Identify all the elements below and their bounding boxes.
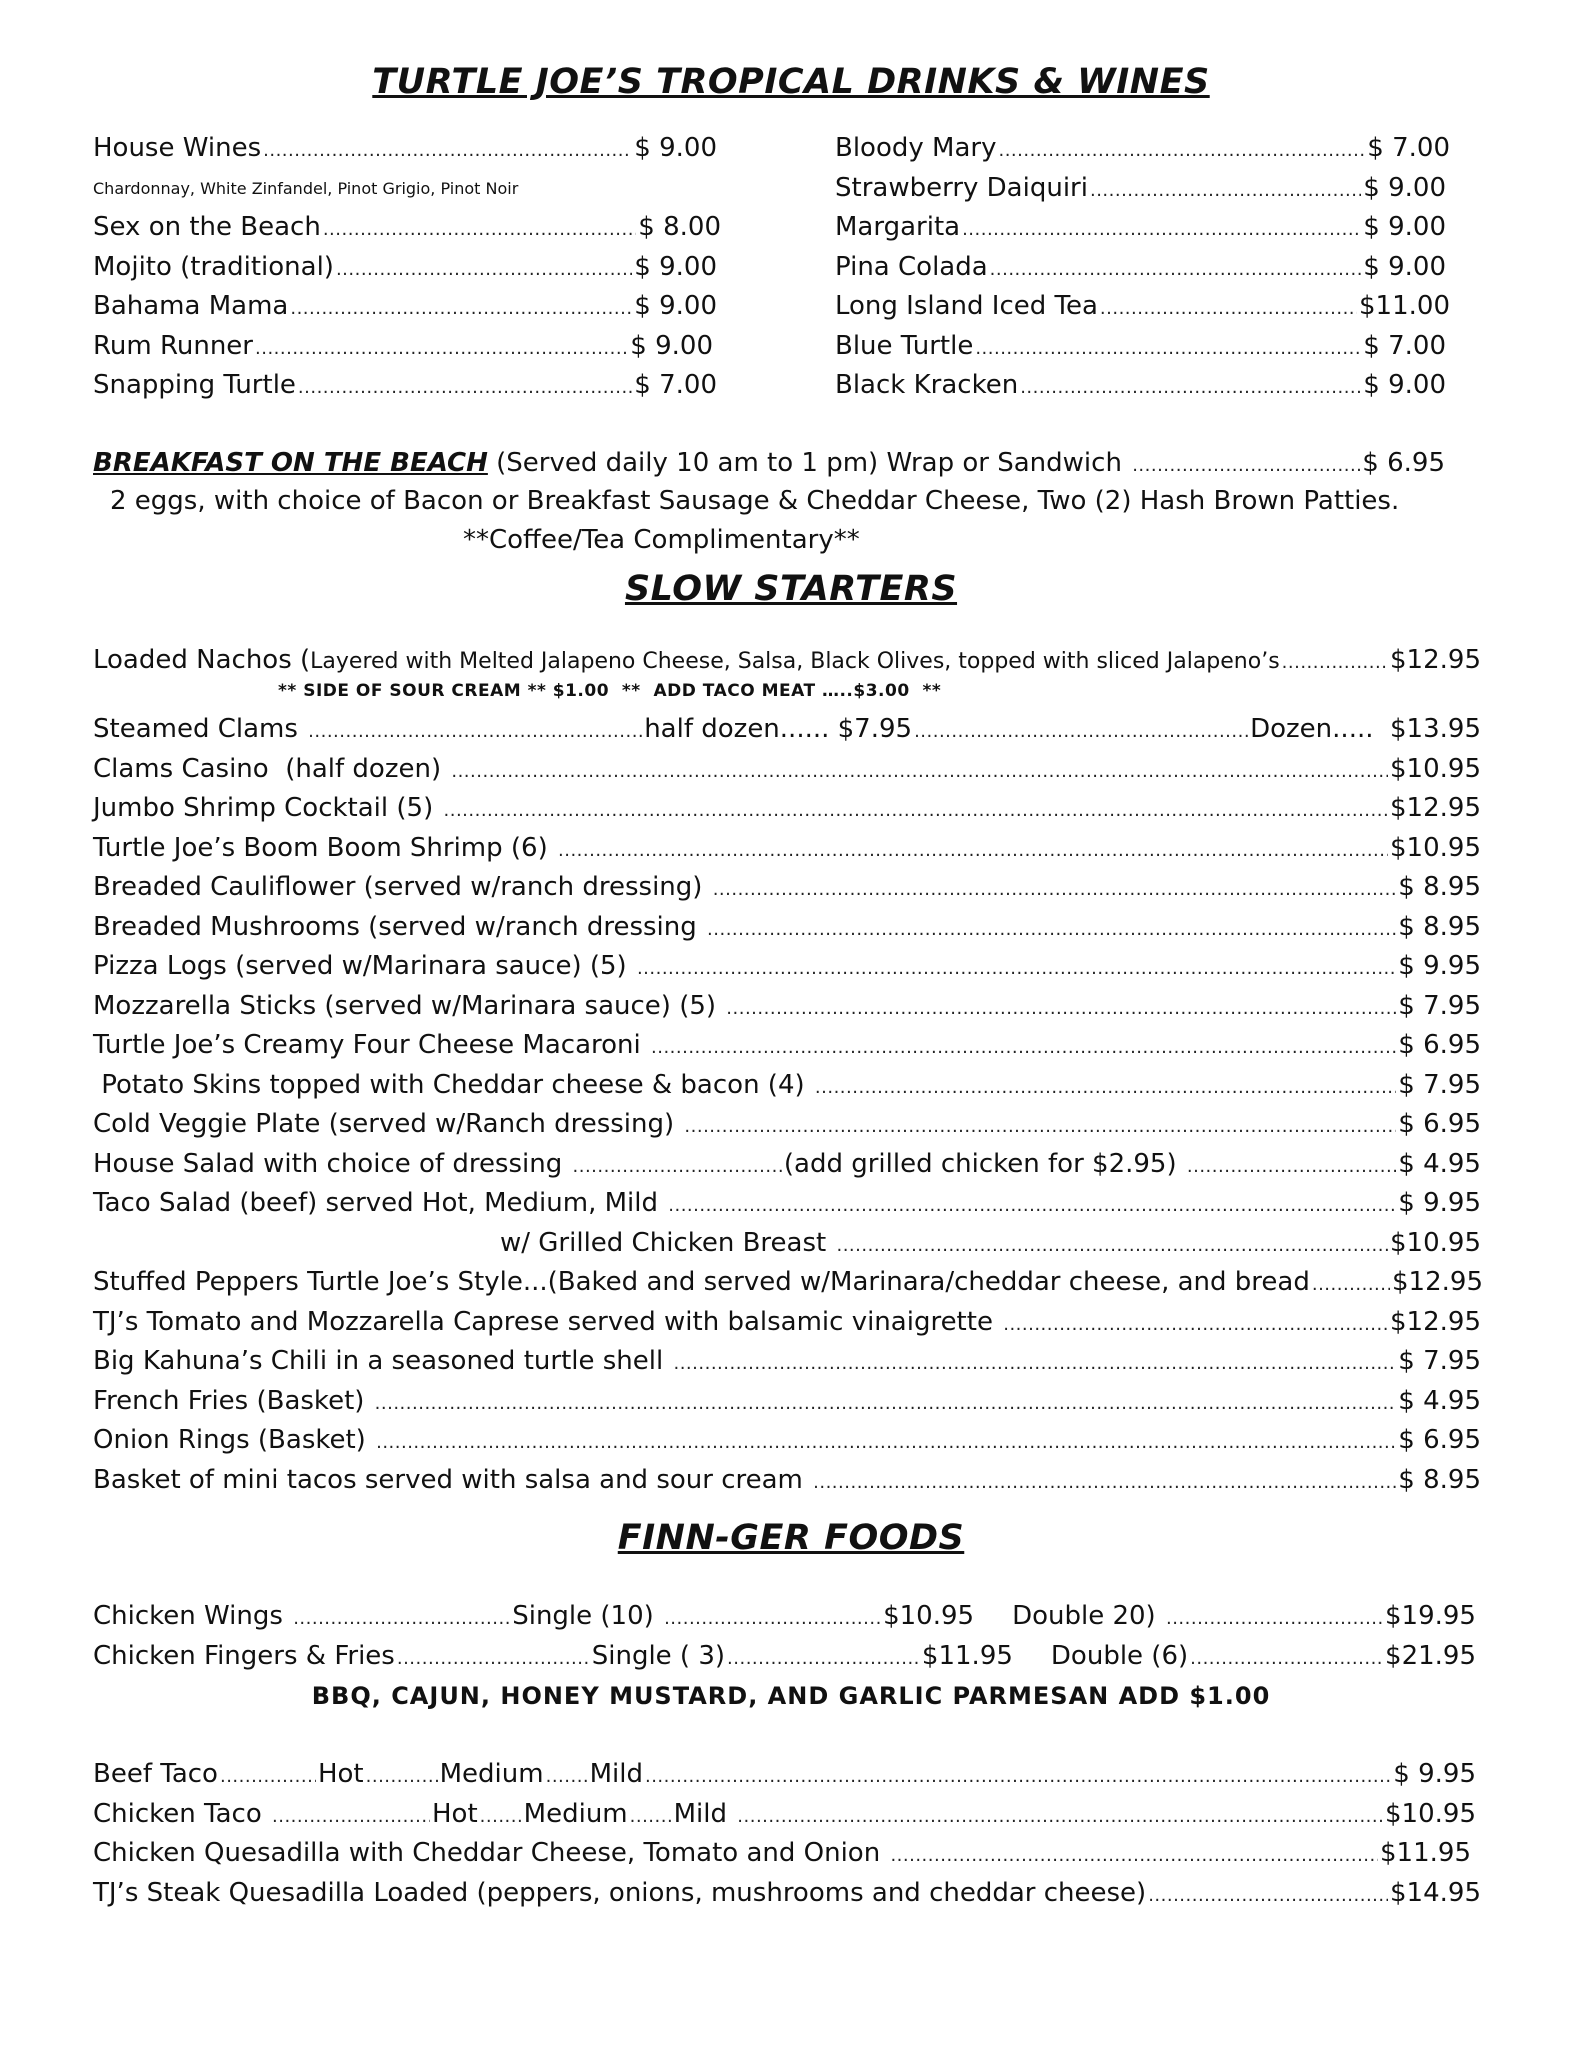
- leader-dots: [375, 1387, 1397, 1421]
- menu-item: [93, 1305, 1481, 1339]
- item-name: Basket of mini tacos served with salsa and sour cream: [93, 1465, 812, 1495]
- item-name: Breaded Cauliflower (served w/ranch dressing): [93, 872, 711, 902]
- leader-dots: [1166, 1602, 1383, 1636]
- item-price: $10.95: [1390, 833, 1481, 863]
- drink-name: Bloody Mary: [835, 133, 997, 163]
- menu-item-beef-taco: [93, 1757, 1476, 1791]
- item-name: Chicken Taco: [93, 1799, 270, 1829]
- item-name: TJ’s Steak Quesadilla Loaded (peppers, onions, mushrooms and cheddar cheese): [93, 1878, 1147, 1908]
- item-price: $ 9.95: [1398, 951, 1481, 981]
- drink-name: Blue Turtle: [835, 331, 974, 361]
- drink-name: Sex on the Beach: [93, 212, 321, 242]
- leader-dots: [308, 715, 642, 749]
- item-name: House Salad with choice of dressing: [93, 1149, 571, 1179]
- menu-item-nachos: [93, 643, 1481, 677]
- breakfast-detail: (Served daily 10 am to 1 pm) Wrap or Sandwich: [487, 448, 1131, 478]
- item-name: Breaded Mushrooms (served w/ranch dressing: [93, 912, 706, 942]
- leader-dots: [664, 1602, 881, 1636]
- half-dozen-price: half dozen...... $7.95: [644, 714, 913, 744]
- drink-name: Rum Runner: [93, 331, 253, 361]
- item-name: Steamed Clams: [93, 714, 307, 744]
- item-price: $10.95: [1390, 754, 1481, 784]
- drink-price: $ 9.00: [634, 252, 717, 282]
- leader-dots: [1282, 646, 1388, 680]
- leader-dots: [737, 1800, 1383, 1834]
- drink-price: $ 9.00: [634, 133, 717, 163]
- leader-dots: [727, 1642, 920, 1676]
- single-size: Single ( 3): [591, 1641, 726, 1671]
- breakfast-row: [93, 446, 1445, 480]
- leader-dots: [263, 134, 632, 168]
- heat-mild: Mild: [589, 1759, 643, 1789]
- drink-item: [835, 171, 1446, 205]
- item-price: $10.95: [1390, 1228, 1481, 1258]
- item-name: Jumbo Shrimp Cocktail (5): [93, 793, 442, 823]
- item-price: $ 4.95: [1398, 1149, 1481, 1179]
- drink-item: [835, 131, 1450, 165]
- item-price: $14.95: [1390, 1878, 1481, 1908]
- wine-varieties-note: Chardonnay, White Zinfandel, Pinot Grigio, Pinot Noir: [93, 179, 519, 198]
- item-name: Clams Casino (half dozen): [93, 754, 450, 784]
- menu-item-steamed-clams: [93, 712, 1481, 746]
- item-price: $ 8.95: [1398, 912, 1481, 942]
- leader-dots: [1100, 292, 1357, 326]
- dozen-price: Dozen..... $13.95: [1250, 714, 1481, 744]
- drink-item: [835, 289, 1450, 323]
- leader-dots: [546, 1760, 588, 1794]
- leader-dots: [323, 213, 636, 247]
- drink-price: $ 9.00: [630, 331, 713, 361]
- leader-dots: [366, 1760, 438, 1794]
- leader-dots: [998, 134, 1365, 168]
- nachos-addons-note: ** SIDE OF SOUR CREAM ** $1.00 ** ADD TACO MEAT …..$3.00 **: [278, 681, 942, 701]
- item-price: $ 7.95: [1398, 1346, 1481, 1376]
- drink-item: [835, 210, 1446, 244]
- heat-hot: Hot: [317, 1759, 364, 1789]
- drink-item: [835, 250, 1446, 284]
- drink-price: $ 8.00: [638, 212, 721, 242]
- leader-dots: [637, 952, 1396, 986]
- leader-dots: [1312, 1268, 1390, 1302]
- item-name: Loaded Nachos (: [93, 645, 311, 675]
- drink-price: $ 9.00: [1363, 173, 1446, 203]
- leader-dots: [376, 1426, 1396, 1460]
- finger-foods-heading: FINN-GER FOODS: [617, 1518, 965, 1558]
- item-name: Beef Taco: [93, 1759, 218, 1789]
- drink-name: Margarita: [835, 212, 961, 242]
- leader-dots: [673, 1347, 1396, 1381]
- item-price: $ 9.95: [1393, 1759, 1476, 1789]
- item-name: French Fries (Basket): [93, 1386, 373, 1416]
- leader-dots: [815, 1071, 1396, 1105]
- leader-dots: [914, 715, 1248, 749]
- double-price: $19.95: [1385, 1601, 1476, 1631]
- menu-item: [93, 1423, 1481, 1457]
- menu-item-chicken-taco: [93, 1797, 1476, 1831]
- coffee-note: **Coffee/Tea Complimentary**: [463, 525, 860, 555]
- leader-dots: [1090, 174, 1361, 208]
- item-price: $ 6.95: [1398, 1030, 1481, 1060]
- single-size: Single (10): [512, 1601, 663, 1631]
- leader-dots: [651, 1031, 1396, 1065]
- drink-name: Bahama Mama: [93, 291, 289, 321]
- drink-name: Strawberry Daiquiri: [835, 173, 1088, 203]
- drink-name: House Wines: [93, 133, 262, 163]
- item-name: Taco Salad (beef) served Hot, Medium, Mild: [93, 1188, 667, 1218]
- drink-item: [93, 210, 721, 244]
- item-name: Chicken Wings: [93, 1601, 292, 1631]
- item-name: Stuffed Peppers Turtle Joe’s Style...(Baked and served w/Marinara/cheddar cheese, and bread: [93, 1267, 1310, 1297]
- menu-item: [93, 989, 1481, 1023]
- item-name: Turtle Joe’s Creamy Four Cheese Macaroni: [93, 1030, 649, 1060]
- menu-item: [93, 1028, 1481, 1062]
- leader-dots: [707, 913, 1396, 947]
- breakfast-description: 2 eggs, with choice of Bacon or Breakfast Sausage & Cheddar Cheese, Two (2) Hash Brown Patties.: [110, 486, 1400, 516]
- leader-dots: [480, 1800, 522, 1834]
- drink-item: [93, 131, 717, 165]
- drink-price: $ 7.00: [1363, 331, 1446, 361]
- drink-price: $ 9.00: [1363, 370, 1446, 400]
- heat-hot: Hot: [432, 1799, 478, 1829]
- item-price: $11.95: [1380, 1838, 1471, 1868]
- menu-item: [93, 1344, 1481, 1378]
- leader-dots: [573, 1150, 782, 1184]
- item-price: $ 6.95: [1398, 1425, 1481, 1455]
- menu-item: [93, 1463, 1481, 1497]
- item-price: $12.95: [1390, 645, 1481, 675]
- leader-dots: [1148, 1879, 1388, 1913]
- leader-dots: [836, 1229, 1388, 1263]
- item-name: Turtle Joe’s Boom Boom Shrimp (6): [93, 833, 556, 863]
- heat-medium: Medium: [523, 1799, 628, 1829]
- menu-item: [93, 949, 1481, 983]
- leader-dots: [630, 1800, 672, 1834]
- item-detail: Layered with Melted Jalapeno Cheese, Salsa, Black Olives, topped with sliced Jalapeno’s: [310, 649, 1280, 674]
- leader-dots: [1132, 449, 1360, 483]
- leader-dots: [336, 253, 632, 287]
- item-price: $12.95: [1392, 1267, 1483, 1297]
- drink-price: $ 7.00: [634, 370, 717, 400]
- item-price: $12.95: [1390, 793, 1481, 823]
- drink-item: [835, 329, 1446, 363]
- drink-name: Pina Colada: [835, 252, 988, 282]
- menu-item: [93, 1876, 1481, 1910]
- leader-dots: [975, 332, 1361, 366]
- menu-item-house-salad: [93, 1147, 1481, 1181]
- menu-item: [93, 1068, 1481, 1102]
- drink-item: [835, 368, 1446, 402]
- drink-item: [93, 329, 713, 363]
- menu-item-chicken-fingers: [93, 1639, 1476, 1673]
- drink-price: $ 9.00: [1363, 252, 1446, 282]
- drink-name: Long Island Iced Tea: [835, 291, 1098, 321]
- menu-item: [93, 1836, 1471, 1870]
- leader-dots: [684, 1110, 1396, 1144]
- single-price: $10.95: [883, 1601, 975, 1631]
- drink-price: $11.00: [1359, 291, 1450, 321]
- drink-price: $ 9.00: [634, 291, 717, 321]
- leader-dots: [397, 1642, 590, 1676]
- menu-item: [93, 910, 1481, 944]
- item-addon: (add grilled chicken for $2.95): [783, 1149, 1185, 1179]
- drink-item: [93, 289, 717, 323]
- double-size: Double 20): [1012, 1601, 1164, 1631]
- drink-name: Black Kracken: [835, 370, 1019, 400]
- leader-dots: [713, 873, 1397, 907]
- item-price: $ 8.95: [1398, 1465, 1481, 1495]
- breakfast-price: $ 6.95: [1362, 448, 1445, 478]
- leader-dots: [451, 755, 1388, 789]
- menu-item: [93, 752, 1481, 786]
- drink-item: [93, 368, 717, 402]
- menu-item: [93, 870, 1481, 904]
- leader-dots: [558, 834, 1388, 868]
- leader-dots: [1003, 1308, 1388, 1342]
- item-name: Chicken Quesadilla with Cheddar Cheese, Tomato and Onion: [93, 1838, 889, 1868]
- leader-dots: [645, 1760, 1391, 1794]
- item-price: $ 4.95: [1398, 1386, 1481, 1416]
- menu-item: [93, 1107, 1481, 1141]
- item-price: $ 8.95: [1398, 872, 1481, 902]
- drink-name: Mojito (traditional): [93, 252, 334, 282]
- heat-medium: Medium: [439, 1759, 544, 1789]
- item-name: Pizza Logs (served w/Marinara sauce) (5): [93, 951, 635, 981]
- leader-dots: [1020, 371, 1361, 405]
- leader-dots: [726, 992, 1396, 1026]
- leader-dots: [890, 1839, 1378, 1873]
- item-price: $ 9.95: [1398, 1188, 1481, 1218]
- leader-dots: [272, 1800, 430, 1834]
- item-name: Big Kahuna’s Chili in a seasoned turtle shell: [93, 1346, 672, 1376]
- menu-item-taco-salad: [93, 1186, 1481, 1220]
- item-price: $10.95: [1385, 1799, 1476, 1829]
- menu-item-taco-salad-chicken: [500, 1226, 1481, 1260]
- drink-price: $ 9.00: [1363, 212, 1446, 242]
- drink-item: [93, 250, 717, 284]
- heat-mild: Mild: [673, 1799, 736, 1829]
- drinks-heading: TURTLE JOE’S TROPICAL DRINKS & WINES: [372, 62, 1210, 102]
- item-name: Potato Skins topped with Cheddar cheese & bacon (4): [93, 1070, 813, 1100]
- drink-name: Snapping Turtle: [93, 370, 296, 400]
- item-name: Onion Rings (Basket): [93, 1425, 375, 1455]
- starters-heading: SLOW STARTERS: [624, 569, 958, 609]
- leader-dots: [298, 371, 632, 405]
- menu-item: [93, 831, 1481, 865]
- item-price: $ 6.95: [1398, 1109, 1481, 1139]
- leader-dots: [1190, 1642, 1383, 1676]
- item-name: Chicken Fingers & Fries: [93, 1641, 395, 1671]
- item-price: $ 7.95: [1398, 1070, 1481, 1100]
- menu-item-chicken-wings: [93, 1599, 1476, 1633]
- menu-item: [93, 791, 1481, 825]
- leader-dots: [962, 213, 1361, 247]
- item-name: TJ’s Tomato and Mozzarella Caprese served with balsamic vinaigrette: [93, 1307, 1002, 1337]
- sauce-options-note: BBQ, CAJUN, HONEY MUSTARD, AND GARLIC PARMESAN ADD $1.00: [311, 1682, 1271, 1710]
- breakfast-title: BREAKFAST ON THE BEACH: [93, 448, 488, 478]
- double-price: $21.95: [1385, 1641, 1477, 1671]
- item-name: Cold Veggie Plate (served w/Ranch dressing): [93, 1109, 683, 1139]
- item-name: Mozzarella Sticks (served w/Marinara sauce) (5): [93, 991, 725, 1021]
- leader-dots: [293, 1602, 510, 1636]
- item-name: w/ Grilled Chicken Breast: [500, 1228, 835, 1258]
- double-size: Double (6): [1050, 1641, 1189, 1671]
- leader-dots: [220, 1760, 316, 1794]
- menu-item: [93, 1265, 1483, 1299]
- menu-item: [93, 1384, 1481, 1418]
- single-price: $11.95: [921, 1641, 1013, 1671]
- leader-dots: [813, 1466, 1396, 1500]
- leader-dots: [990, 253, 1362, 287]
- leader-dots: [444, 794, 1389, 828]
- leader-dots: [1187, 1150, 1396, 1184]
- leader-dots: [668, 1189, 1396, 1223]
- item-price: $ 7.95: [1398, 991, 1481, 1021]
- leader-dots: [290, 292, 632, 326]
- item-price: $12.95: [1390, 1307, 1481, 1337]
- leader-dots: [255, 332, 628, 366]
- drink-price: $ 7.00: [1367, 133, 1450, 163]
